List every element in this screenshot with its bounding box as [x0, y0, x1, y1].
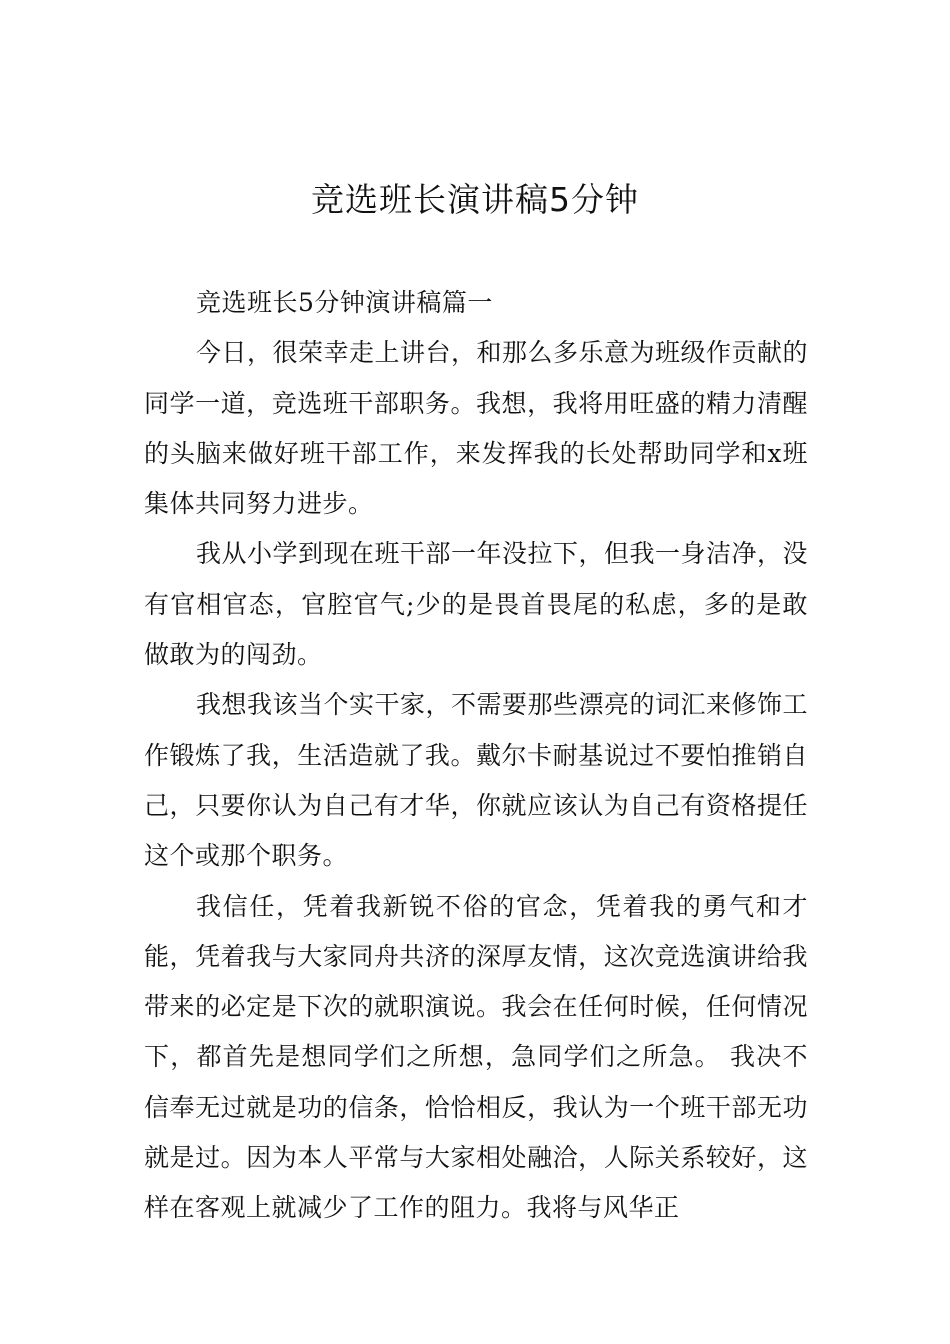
section-heading: 竞选班长5分钟演讲稿篇一: [196, 288, 493, 317]
paragraph-2: 我从小学到现在班干部一年没拉下，但我一身洁净，没有官相官态，官腔官气;少的是畏首畏尾的私虑，多的是敢做敢为的闯劲。: [144, 539, 809, 670]
document-body: [144, 278, 808, 1234]
document-title: 竞选班长演讲稿5分钟: [311, 180, 639, 219]
paragraph-3: 我想我该当个实干家，不需要那些漂亮的词汇来修饰工作锻炼了我，生活造就了我。戴尔卡耐基说过不要怕推销自己，只要你认为自己有才华，你就应该认为自己有资格提任这个或那个职务。: [144, 690, 809, 871]
paragraph-1: 今日，很荣幸走上讲台，和那么多乐意为班级作贡献的同学一道，竞选班干部职务。我想，我将用旺盛的精力清醒的头脑来做好班干部工作，来发挥我的长处帮助同学和x班集体共同努力进步。: [144, 338, 809, 519]
paragraph-4: 我信任，凭着我新锐不俗的官念，凭着我的勇气和才能，凭着我与大家同舟共济的深厚友情，这次竞选演讲给我带来的必定是下次的就职演说。我会在任何时候，任何情况下，都首先是想同学们之所想，急同学们之所急。 我决不信奉无过就是功的信条，恰恰相反，我认为一个班干部无功就是过。因为本人平常与大家相处融洽，人际关系较好，这样在客观上就减少了工作的阻力。我将与风华正: [144, 891, 808, 1223]
